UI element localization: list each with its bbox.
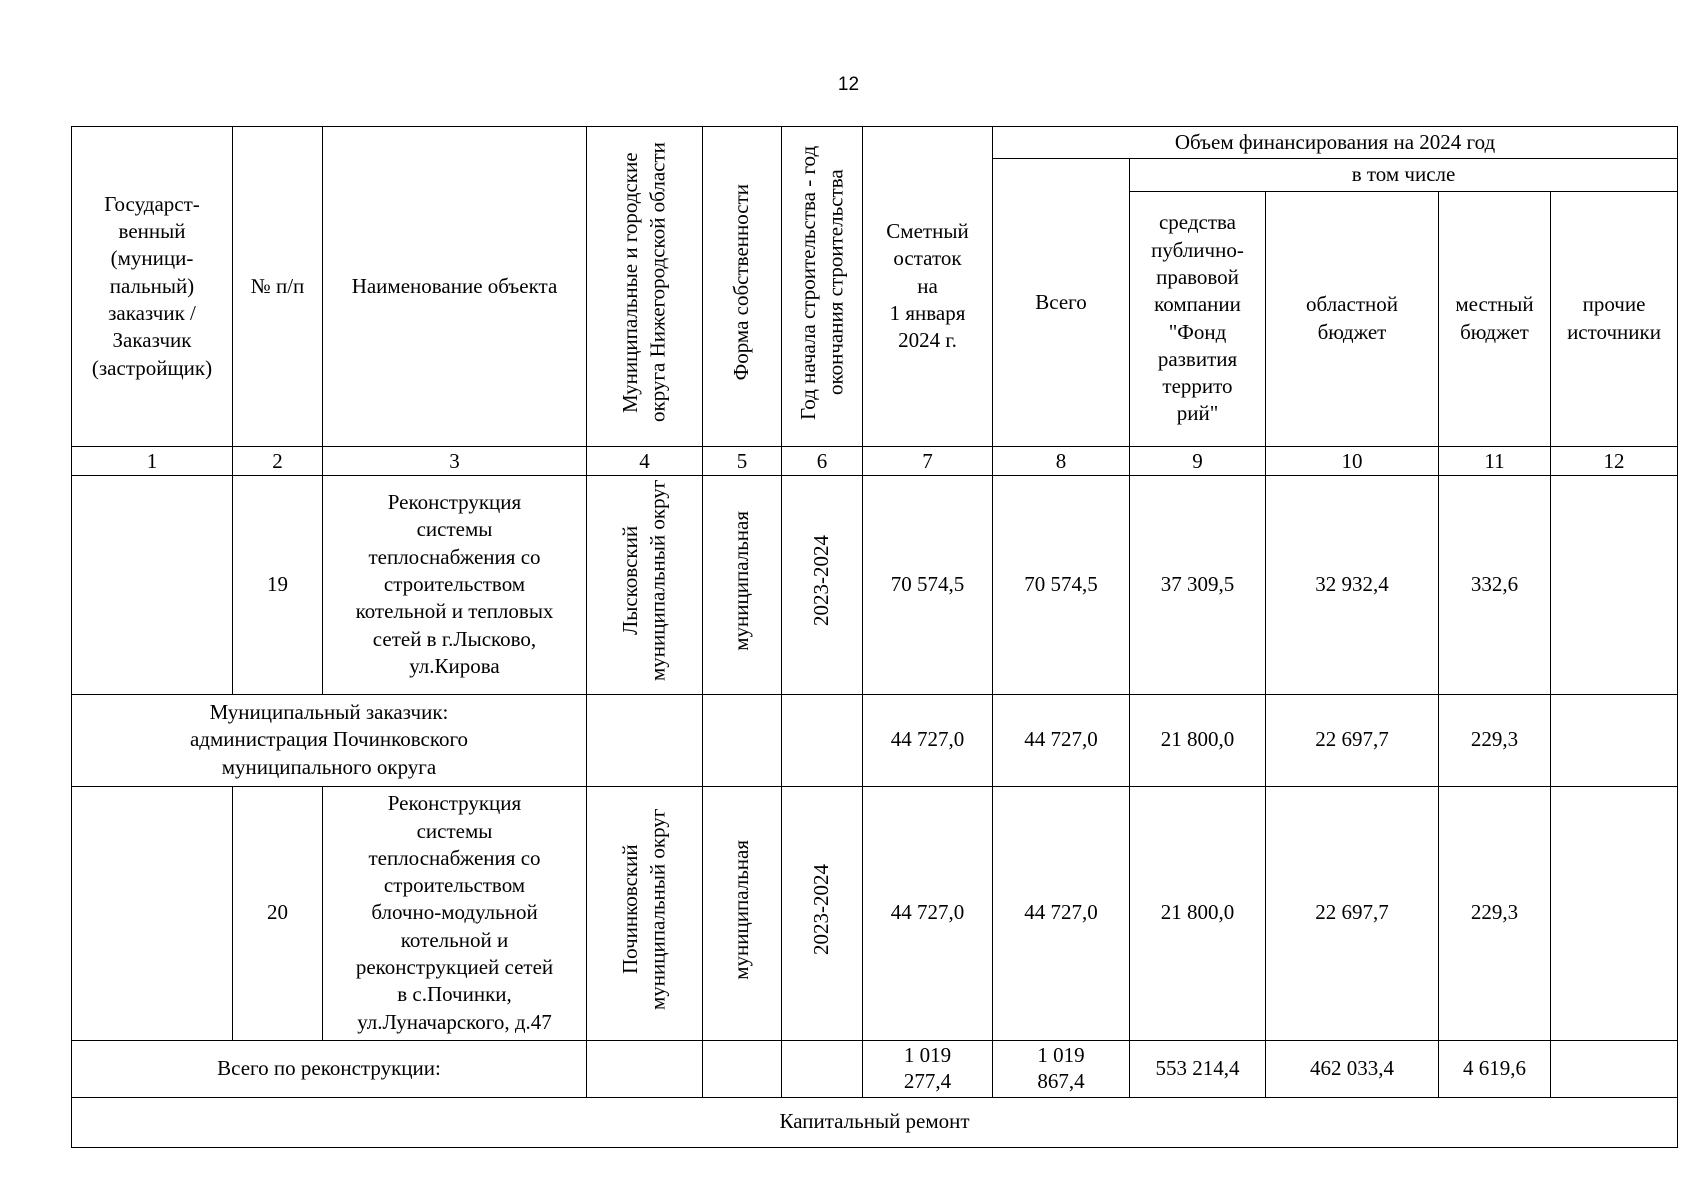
group-local: 229,3 xyxy=(1439,694,1551,786)
row-object-name: Реконструкция системы теплоснабжения со строительством котельной и тепловых сетей в г.Лысково, ул.Кирова xyxy=(323,475,587,694)
column-numbers-row xyxy=(72,446,1678,475)
totals-label: Всего по реконструкции: xyxy=(72,1040,587,1097)
header-other: прочие источники xyxy=(1551,191,1678,446)
row-fund: 37 309,5 xyxy=(1130,475,1266,694)
column-number: 12 xyxy=(1551,446,1678,475)
row-customer xyxy=(72,786,233,1040)
row-ownership xyxy=(703,786,782,1040)
header-municipality xyxy=(587,127,703,447)
column-number: 7 xyxy=(863,446,993,475)
row-customer xyxy=(72,475,233,694)
totals-ownership xyxy=(703,1040,782,1097)
totals-other xyxy=(1551,1040,1678,1097)
row-regional: 32 932,4 xyxy=(1266,475,1439,694)
header-number: № п/п xyxy=(233,127,323,447)
column-number: 1 xyxy=(72,446,233,475)
header-regional: областной бюджет xyxy=(1266,191,1439,446)
header-fund: средства публично- правовой компании "Фонд развития террито рий" xyxy=(1130,191,1266,446)
financing-table xyxy=(71,126,1678,1148)
row-regional: 22 697,7 xyxy=(1266,786,1439,1040)
table-row xyxy=(72,786,1678,1040)
row-years xyxy=(782,475,863,694)
column-number: 9 xyxy=(1130,446,1266,475)
totals-total: 1 019 867,4 xyxy=(993,1040,1130,1097)
group-row xyxy=(72,694,1678,786)
header-funding-title: Объем финансирования на 2024 год xyxy=(993,127,1678,159)
header-including: в том числе xyxy=(1130,159,1678,191)
group-other xyxy=(1551,694,1678,786)
row-years xyxy=(782,786,863,1040)
column-number: 5 xyxy=(703,446,782,475)
section-title: Капитальный ремонт xyxy=(72,1097,1678,1147)
totals-years xyxy=(782,1040,863,1097)
group-years xyxy=(782,694,863,786)
header-ownership-text: Форма собственности xyxy=(729,184,754,381)
row-ownership-text: муниципальная xyxy=(729,511,754,651)
header-ownership xyxy=(703,127,782,447)
row-ownership-text: муниципальная xyxy=(729,839,754,980)
header-row-1 xyxy=(72,127,1678,159)
table-row xyxy=(72,475,1678,694)
row-estimate: 70 574,5 xyxy=(863,475,993,694)
column-number: 2 xyxy=(233,446,323,475)
group-municipality xyxy=(587,694,703,786)
row-years-text: 2023-2024 xyxy=(809,535,834,627)
page-number: 12 xyxy=(837,74,860,95)
header-customer: Государст- венный (муници- пальный) заказчик / Заказчик (застройщик) xyxy=(72,127,233,447)
totals-municipality xyxy=(587,1040,703,1097)
group-total: 44 727,0 xyxy=(993,694,1130,786)
header-years-text: Год начала строительства - год окончания строительства xyxy=(795,145,847,420)
group-fund: 21 800,0 xyxy=(1130,694,1266,786)
totals-estimate: 1 019 277,4 xyxy=(863,1040,993,1097)
totals-local: 4 619,6 xyxy=(1439,1040,1551,1097)
row-fund: 21 800,0 xyxy=(1130,786,1266,1040)
row-total: 44 727,0 xyxy=(993,786,1130,1040)
row-object-name: Реконструкция системы теплоснабжения со строительством блочно-модульной котельной и реконструкцией сетей в с.Починки, ул.Луначарского, д.47 xyxy=(323,786,587,1040)
row-municipality-text: Лысковский муниципальный округ xyxy=(618,480,670,682)
group-customer-label: Муниципальный заказчик: администрация Починковского муниципального округа xyxy=(72,694,587,786)
section-row xyxy=(72,1097,1678,1147)
row-local: 332,6 xyxy=(1439,475,1551,694)
row-other xyxy=(1551,786,1678,1040)
row-number: 19 xyxy=(233,475,323,694)
totals-row xyxy=(72,1040,1678,1097)
column-number: 4 xyxy=(587,446,703,475)
row-ownership xyxy=(703,475,782,694)
header-estimate-balance: Сметный остаток на 1 января 2024 г. xyxy=(863,127,993,447)
group-regional: 22 697,7 xyxy=(1266,694,1439,786)
group-ownership xyxy=(703,694,782,786)
row-other xyxy=(1551,475,1678,694)
column-number: 10 xyxy=(1266,446,1439,475)
header-total: Всего xyxy=(993,159,1130,446)
row-municipality xyxy=(587,786,703,1040)
header-object-name: Наименование объекта xyxy=(323,127,587,447)
column-number: 3 xyxy=(323,446,587,475)
column-number: 8 xyxy=(993,446,1130,475)
row-total: 70 574,5 xyxy=(993,475,1130,694)
totals-regional: 462 033,4 xyxy=(1266,1040,1439,1097)
row-estimate: 44 727,0 xyxy=(863,786,993,1040)
row-municipality-text: Починковский муниципальный округ xyxy=(618,808,670,1011)
header-municipality-text: Муниципальные и городские округа Нижегородской области xyxy=(618,142,670,423)
row-municipality xyxy=(587,475,703,694)
row-years-text: 2023-2024 xyxy=(809,863,834,955)
row-number: 20 xyxy=(233,786,323,1040)
header-years xyxy=(782,127,863,447)
group-estimate: 44 727,0 xyxy=(863,694,993,786)
column-number: 6 xyxy=(782,446,863,475)
header-local: местный бюджет xyxy=(1439,191,1551,446)
totals-fund: 553 214,4 xyxy=(1130,1040,1266,1097)
column-number: 11 xyxy=(1439,446,1551,475)
row-local: 229,3 xyxy=(1439,786,1551,1040)
